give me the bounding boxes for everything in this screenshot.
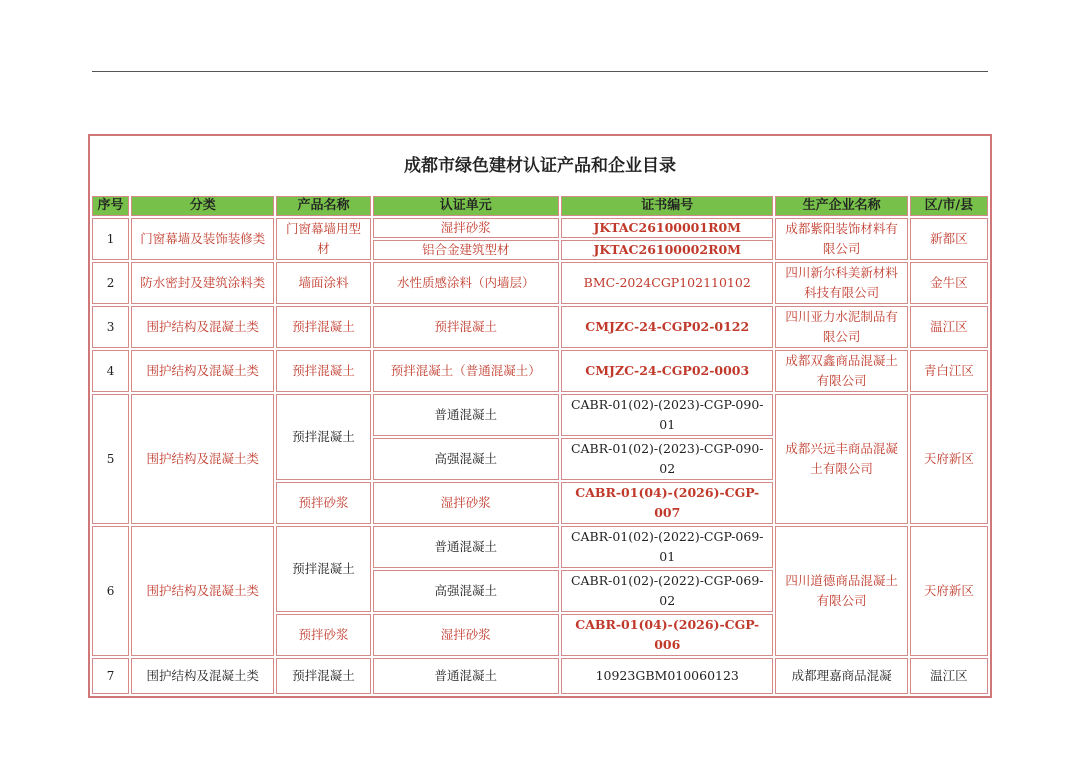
cell-cert: CABR-01(02)-(2022)-CGP-069-01 <box>561 526 773 568</box>
cell-cert: CABR-01(02)-(2023)-CGP-090-01 <box>561 394 773 436</box>
header-product: 产品名称 <box>276 196 370 216</box>
cell-product: 预拌混凝土 <box>276 526 370 612</box>
header-rule <box>92 71 988 72</box>
cell-district: 金牛区 <box>910 262 988 304</box>
cell-district: 温江区 <box>910 658 988 694</box>
cell-product: 预拌混凝土 <box>276 306 370 348</box>
catalog-table <box>88 134 992 698</box>
cell-cert: CABR-01(04)-(2026)-CGP-006 <box>561 614 773 656</box>
catalog-table-container <box>88 134 992 683</box>
header-unit: 认证单元 <box>373 196 559 216</box>
cell-district: 天府新区 <box>910 526 988 656</box>
cell-unit: 预拌混凝土（普通混凝土） <box>373 350 559 392</box>
table-row <box>92 350 988 392</box>
table-row <box>92 526 988 568</box>
cell-category: 围护结构及混凝土类 <box>131 350 274 392</box>
cell-seq: 5 <box>92 394 129 524</box>
cell-unit: 高强混凝土 <box>373 438 559 480</box>
cell-seq: 2 <box>92 262 129 304</box>
cell-seq: 3 <box>92 306 129 348</box>
cell-product: 预拌砂浆 <box>276 614 370 656</box>
cell-cert: 10923GBM010060123 <box>561 658 773 694</box>
cell-company: 成都双鑫商品混凝土有限公司 <box>775 350 907 392</box>
cell-unit: 湿拌砂浆 <box>373 614 559 656</box>
cell-cert: CABR-01(04)-(2026)-CGP-007 <box>561 482 773 524</box>
cell-company: 成都理嘉商品混凝 <box>775 658 907 694</box>
cell-cert: CABR-01(02)-(2022)-CGP-069-02 <box>561 570 773 612</box>
cell-product: 预拌混凝土 <box>276 394 370 480</box>
cell-unit: 普通混凝土 <box>373 658 559 694</box>
cell-company: 四川新尔科美新材料科技有限公司 <box>775 262 907 304</box>
header-cert: 证书编号 <box>561 196 773 216</box>
cell-product: 预拌砂浆 <box>276 482 370 524</box>
cell-category: 防水密封及建筑涂料类 <box>131 262 274 304</box>
table-row <box>92 394 988 436</box>
header-district: 区/市/县 <box>910 196 988 216</box>
cell-cert: BMC-2024CGP102110102 <box>561 262 773 304</box>
cell-seq: 4 <box>92 350 129 392</box>
cell-company: 成都兴远丰商品混凝土有限公司 <box>775 394 907 524</box>
header-seq: 序号 <box>92 196 129 216</box>
cell-seq: 1 <box>92 218 129 260</box>
header-company: 生产企业名称 <box>775 196 907 216</box>
cell-district: 天府新区 <box>910 394 988 524</box>
header-category: 分类 <box>131 196 274 216</box>
cell-category: 围护结构及混凝土类 <box>131 306 274 348</box>
cell-product: 预拌混凝土 <box>276 658 370 694</box>
table-row <box>92 306 988 348</box>
cell-unit: 湿拌砂浆 <box>373 218 559 238</box>
cell-district: 新都区 <box>910 218 988 260</box>
cell-unit: 湿拌砂浆 <box>373 482 559 524</box>
table-row <box>92 262 988 304</box>
cell-unit: 普通混凝土 <box>373 526 559 568</box>
cell-category: 围护结构及混凝土类 <box>131 658 274 694</box>
cell-unit: 高强混凝土 <box>373 570 559 612</box>
cell-cert: JKTAC26100002R0M <box>561 240 773 260</box>
table-row <box>92 218 988 238</box>
cell-cert: CMJZC-24-CGP02-0122 <box>561 306 773 348</box>
cell-company: 四川亚力水泥制品有限公司 <box>775 306 907 348</box>
cell-company: 四川道德商品混凝土有限公司 <box>775 526 907 656</box>
cell-unit: 预拌混凝土 <box>373 306 559 348</box>
cell-category: 门窗幕墙及装饰装修类 <box>131 218 274 260</box>
cell-unit: 铝合金建筑型材 <box>373 240 559 260</box>
cell-unit: 水性质感涂料（内墙层） <box>373 262 559 304</box>
cell-product: 预拌混凝土 <box>276 350 370 392</box>
table-row <box>92 658 988 694</box>
cell-cert: JKTAC26100001R0M <box>561 218 773 238</box>
cell-cert: CABR-01(02)-(2023)-CGP-090-02 <box>561 438 773 480</box>
cell-seq: 7 <box>92 658 129 694</box>
cell-district: 青白江区 <box>910 350 988 392</box>
cell-cert: CMJZC-24-CGP02-0003 <box>561 350 773 392</box>
cell-category: 围护结构及混凝土类 <box>131 394 274 524</box>
cell-company: 成都紫阳装饰材料有限公司 <box>775 218 907 260</box>
cell-unit: 普通混凝土 <box>373 394 559 436</box>
table-header-row <box>92 196 988 216</box>
cell-product: 墙面涂料 <box>276 262 370 304</box>
cell-district: 温江区 <box>910 306 988 348</box>
cell-product: 门窗幕墙用型材 <box>276 218 370 260</box>
cell-category: 围护结构及混凝土类 <box>131 526 274 656</box>
table-title: 成都市绿色建材认证产品和企业目录 <box>404 156 676 176</box>
cell-seq: 6 <box>92 526 129 656</box>
